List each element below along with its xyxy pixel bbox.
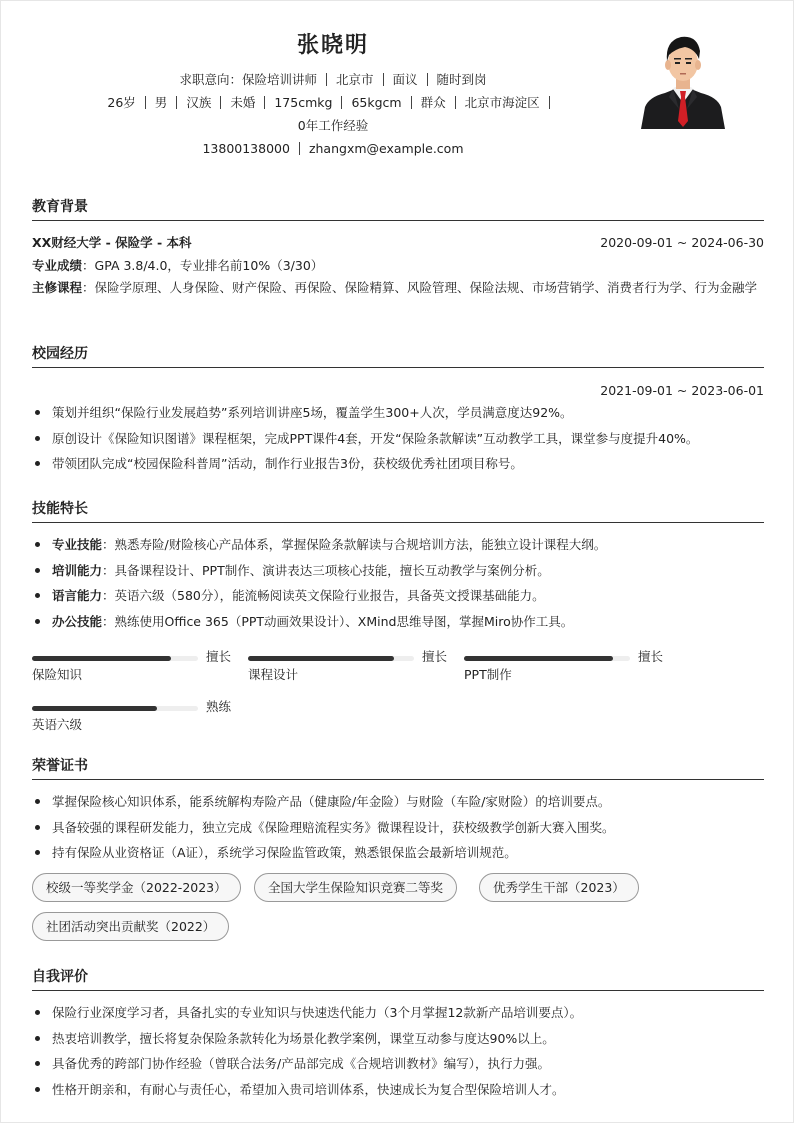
gender: 男 xyxy=(154,95,168,110)
gpa-line xyxy=(32,255,764,277)
campus-list xyxy=(32,400,764,477)
separator xyxy=(176,96,177,109)
courses-value: ：保险学原理、人身保险、财产保险、再保险、保险精算、风险管理、保险法规、市场营销学、消费者行为学、行为金融学 xyxy=(82,280,758,295)
separator xyxy=(383,73,384,86)
skill-label: 语言能力 xyxy=(52,588,103,603)
job-intent-label: 求职意向： xyxy=(179,72,242,87)
skill-fill xyxy=(32,656,171,661)
skill-fill xyxy=(248,656,394,661)
list-item: 原创设计《保险知识图谱》课程框架，完成PPT课件4套，开发“保险条款解读”互动教学工具，课堂参与度提升40%。 xyxy=(32,426,764,452)
separator xyxy=(145,96,146,109)
gpa-value: ：GPA 3.8/4.0，专业排名前10%（3/30） xyxy=(82,258,324,273)
skill-track xyxy=(32,706,198,711)
skill-level: 熟练 xyxy=(206,699,232,714)
section-title-campus: 校园经历 xyxy=(32,344,764,368)
skill-label: 培训能力 xyxy=(52,562,103,578)
job-intent-position: 保险培训讲师 xyxy=(241,72,317,87)
skill-name: 课程设计 xyxy=(248,667,299,682)
separator xyxy=(264,96,265,109)
list-item: 具备较强的课程研发能力，独立完成《保险理赔流程实务》微课程设计，获校级教学创新大赛入围奖。 xyxy=(32,815,764,841)
skill-fill xyxy=(32,706,157,711)
campus-section xyxy=(32,344,764,477)
skill-track xyxy=(248,656,414,661)
separator xyxy=(411,96,412,109)
portrait-icon xyxy=(635,25,731,129)
campus-dates: 2021-09-01 ~ 2023-06-01 xyxy=(600,383,764,398)
award-tag: 社团活动突出贡献奖（2022） xyxy=(32,912,229,941)
list-item: 带领团队完成“校园保险科普周”活动，制作行业报告3份，获校级优秀社团项目称号。 xyxy=(32,451,764,477)
self-evaluation-section xyxy=(32,967,764,1102)
list-item: 持有保险从业资格证（A证），系统学习保险监管政策，熟悉银保监会最新培训规范。 xyxy=(32,840,764,866)
avatar xyxy=(635,25,731,129)
honors-section xyxy=(32,756,764,866)
courses-label: 主修课程 xyxy=(32,280,83,295)
skill-name: PPT制作 xyxy=(464,667,512,682)
skill-text: ：英语六级（580分），能流畅阅读英文保险行业报告，具备英文授课基础能力。 xyxy=(102,588,545,603)
list-item xyxy=(32,558,764,584)
experience-line xyxy=(1,117,665,136)
weight: 65kgcm xyxy=(351,95,402,110)
section-title-honors: 荣誉证书 xyxy=(32,756,764,780)
skill-bar-ppt xyxy=(464,650,664,694)
height: 175cmkg xyxy=(274,95,333,110)
skill-text: ：熟悉寿险/财险核心产品体系，掌握保险条款解读与合规培训方法，能独立设计课程大纲。 xyxy=(102,537,607,552)
list-item xyxy=(32,609,764,635)
list-item xyxy=(32,583,764,609)
list-item: 热衷培训教学，擅长将复杂保险条款转化为场景化教学案例，课堂互动参与度达90%以上。 xyxy=(32,1026,764,1052)
school-major-degree: XX财经大学 - 保险学 - 本科 xyxy=(32,235,192,250)
marital-status: 未婚 xyxy=(230,95,256,110)
separator xyxy=(326,73,327,86)
separator xyxy=(455,96,456,109)
separator xyxy=(220,96,221,109)
work-experience: 0年工作经验 xyxy=(297,118,369,133)
separator xyxy=(299,142,300,155)
skills-list xyxy=(32,532,764,634)
list-item: 保险行业深度学习者，具备扎实的专业知识与快速迭代能力（3个月掌握12款新产品培训要点）。 xyxy=(32,1000,764,1026)
skills-section xyxy=(32,499,764,634)
location: 北京市海淀区 xyxy=(464,95,540,110)
job-intent-salary: 面议 xyxy=(392,72,418,87)
list-item: 具备优秀的跨部门协作经验（曾联合法务/产品部完成《合规培训教材》编写），执行力强。 xyxy=(32,1051,764,1077)
skill-bar-course-design xyxy=(248,650,448,694)
skill-bar-insurance-knowledge xyxy=(32,650,232,694)
skill-level: 擅长 xyxy=(638,649,664,664)
skill-text: ：具备课程设计、PPT制作、演讲表达三项核心技能，擅长互动教学与案例分析。 xyxy=(102,562,550,578)
candidate-name: 张晓明 xyxy=(296,33,369,58)
resume-header xyxy=(1,1,794,171)
list-item: 性格开朗亲和，有耐心与责任心，希望加入贵司培训体系，快速成长为复合型保险培训人才。 xyxy=(32,1077,764,1103)
section-title-skills: 技能特长 xyxy=(32,499,764,523)
education-school-row xyxy=(32,231,764,254)
award-tag: 优秀学生干部（2023） xyxy=(479,873,639,902)
skill-track xyxy=(464,656,630,661)
skill-name: 英语六级 xyxy=(32,717,83,732)
job-intent-line xyxy=(1,71,665,90)
age: 26岁 xyxy=(107,95,136,110)
gpa-label: 专业成绩 xyxy=(32,258,83,273)
skill-label: 专业技能 xyxy=(52,537,103,552)
list-item: 策划并组织“保险行业发展趋势”系列培训讲座5场，覆盖学生300+人次，学员满意度达92%。 xyxy=(32,400,764,426)
skill-text: ：熟练使用Office 365（PPT动画效果设计）、XMind思维导图，掌握Miro协作工具。 xyxy=(102,613,574,629)
personal-info-line xyxy=(1,94,665,113)
separator xyxy=(427,73,428,86)
separator xyxy=(341,96,342,109)
section-title-education: 教育背景 xyxy=(32,197,764,221)
award-tag: 校级一等奖学金（2022-2023） xyxy=(32,873,241,902)
political-status: 群众 xyxy=(420,95,446,110)
skill-bar-english xyxy=(32,700,232,744)
skill-name: 保险知识 xyxy=(32,667,83,682)
award-tag: 全国大学生保险知识竞赛二等奖 xyxy=(254,873,457,902)
separator xyxy=(549,96,550,109)
education-section xyxy=(32,197,764,299)
campus-date-row xyxy=(32,379,764,402)
skill-level: 擅长 xyxy=(422,649,448,664)
honors-list xyxy=(32,789,764,866)
courses-line xyxy=(32,277,764,299)
list-item xyxy=(32,532,764,558)
job-intent-availability: 随时到岗 xyxy=(436,72,487,87)
skill-label: 办公技能 xyxy=(52,613,103,629)
contact-line xyxy=(1,140,665,159)
list-item: 掌握保险核心知识体系，能系统解构寿险产品（健康险/年金险）与财险（车险/家财险）的培训要点。 xyxy=(32,789,764,815)
skill-fill xyxy=(464,656,613,661)
education-dates: 2020-09-01 ~ 2024-06-30 xyxy=(600,235,764,250)
section-title-self-eval: 自我评价 xyxy=(32,967,764,991)
phone[interactable]: 13800138000 xyxy=(202,141,290,156)
skill-track xyxy=(32,656,198,661)
email[interactable]: zhangxm@example.com xyxy=(308,141,464,156)
skill-level: 擅长 xyxy=(206,649,232,664)
self-eval-list xyxy=(32,1000,764,1102)
job-intent-city: 北京市 xyxy=(335,72,374,87)
ethnicity: 汉族 xyxy=(186,95,212,110)
